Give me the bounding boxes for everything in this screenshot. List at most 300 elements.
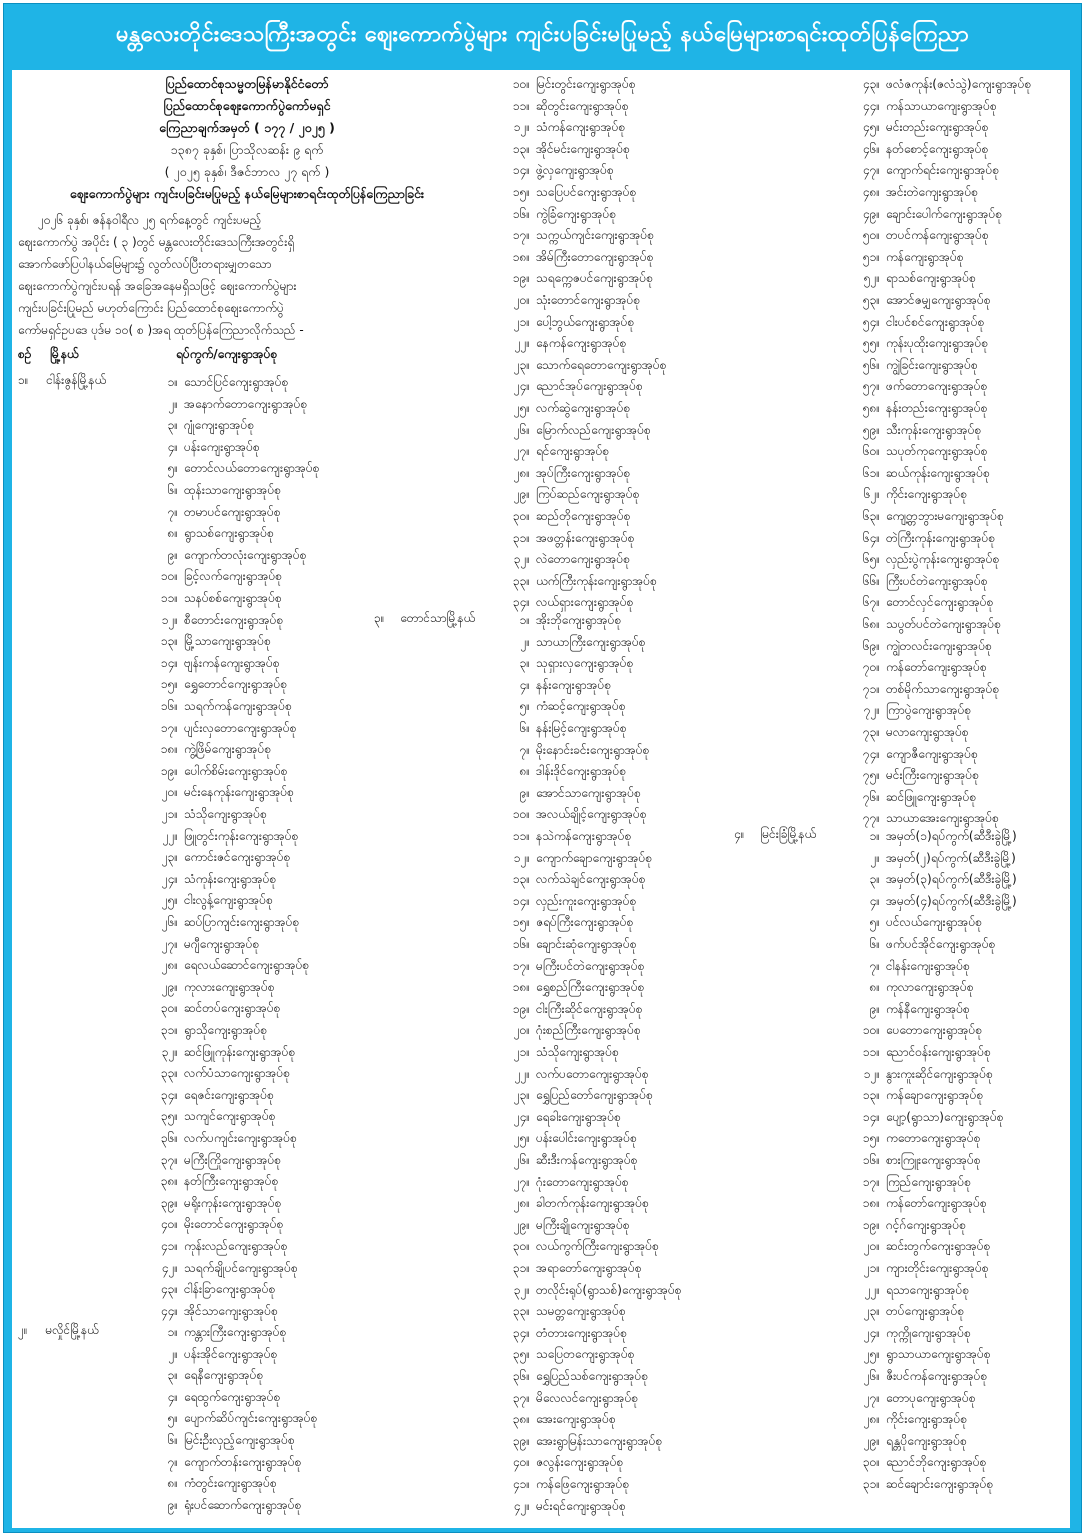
list-item-number: ၇၁။ bbox=[862, 681, 880, 696]
list-item-name: မင်းတည်းကျေးရွာအုပ်စု bbox=[886, 120, 989, 135]
list-item-number: ၁၆။ bbox=[160, 699, 178, 713]
list-item-name: အမှတ်(၄)ရပ်ကွက်(ဆီဒီးခွဲမြို့) bbox=[886, 893, 1017, 908]
list-item-number: ၂၈။ bbox=[513, 465, 530, 480]
list-item-name: ဆင်ဖြူကျေးရွာအုပ်စု bbox=[886, 789, 977, 804]
list-item-number: ၇။ bbox=[519, 742, 530, 757]
list-item-name: လှည်းကူးကျေးရွာအုပ်စု bbox=[536, 893, 637, 908]
list-item-name: အမှတ်(၂)ရပ်ကွက်(ဆီဒီးခွဲမြို့) bbox=[886, 850, 1016, 865]
list-item-number: ၈။ bbox=[869, 980, 880, 995]
list-item-name: အိုးဘိုကျေးရွာအုပ်စု bbox=[536, 613, 622, 627]
list-item-number: ၆၂။ bbox=[863, 487, 880, 502]
list-item-name: ကံဆင့်ကျေးရွာအုပ်စု bbox=[536, 699, 626, 714]
list-item-name: လက်ပံသာကျေးရွာအုပ်စု bbox=[184, 1066, 291, 1081]
list-item bbox=[502, 1301, 732, 1323]
list-item-name: ကျောက်ရင်းကျေးရွာအုပ်စု bbox=[886, 163, 1000, 178]
list-item bbox=[502, 912, 732, 934]
list-item-name: ဆင်ဖြူကုန်းကျေးရွာအုပ်စု bbox=[184, 1044, 296, 1059]
list-item-number: ၄၉။ bbox=[862, 206, 880, 221]
list-item bbox=[150, 631, 370, 653]
list-item-number: ၁၃။ bbox=[862, 1088, 880, 1103]
list-item-name: အလယ်ချိုင့်ကျေးရွာအုပ်စု bbox=[536, 807, 647, 822]
list-item bbox=[150, 1279, 370, 1301]
list-item-number: ၄။ bbox=[167, 439, 178, 454]
list-item-number: ၆၃။ bbox=[862, 509, 880, 523]
list-item bbox=[502, 1258, 732, 1280]
list-item bbox=[502, 1474, 732, 1496]
list-item-number: ၂၉။ bbox=[513, 487, 530, 502]
list-item-number: ၄၄။ bbox=[862, 98, 880, 113]
list-item-number: ၂၈။ bbox=[161, 958, 178, 973]
list-item-number: ၃၂။ bbox=[513, 1282, 530, 1297]
list-item-name: ဇလွန်းကျေးရွာအုပ်စု bbox=[536, 1455, 624, 1470]
intro-line: ဈေးကောက်ပွဲ အပိုင်း ( ၃ )တွင် မန္တလေးတိုင်းဒေသကြီးအတွင်းရှိ bbox=[18, 235, 295, 249]
list-item-name: အေးကျေးရွာအုပ်စု bbox=[536, 1412, 616, 1427]
list-item bbox=[502, 1366, 732, 1388]
list-item-name: အိမ်ကြီးတောကျေးရွာအုပ်စု bbox=[536, 249, 654, 264]
list-item-name: အိုင်မင်းကျေးရွာအုပ်စု bbox=[536, 141, 630, 156]
list-item-number: ၃၅။ bbox=[160, 1109, 178, 1124]
list-item bbox=[150, 696, 370, 718]
list-item-name: ဖက်တောကျေးရွာအုပ်စု bbox=[886, 379, 988, 394]
list-item-number: ၅။ bbox=[869, 915, 880, 930]
list-item bbox=[502, 1172, 732, 1194]
list-item-name: ဆပ်ပြာကျင်းကျေးရွာအုပ်စု bbox=[184, 915, 300, 929]
list-item bbox=[852, 1085, 1070, 1107]
list-item-number: ၃၄။ bbox=[160, 1087, 178, 1102]
list-item bbox=[150, 1408, 370, 1430]
list-item-number: ၂၁။ bbox=[513, 1045, 530, 1059]
list-item-name: ဆင်ချောင်းကျေးရွာအုပ်စု bbox=[886, 1477, 994, 1491]
list-item-name: မိုးတောင်ကျေးရွာအုပ်စု bbox=[184, 1217, 284, 1232]
list-item-name: ဆိုတွင်းကျေးရွာအုပ်စု bbox=[536, 98, 629, 113]
list-item-name: သာယာကြီးကျေးရွာအုပ်စု bbox=[536, 634, 646, 649]
list-item-number: ၇၄။ bbox=[862, 746, 880, 761]
list-item-number: ၂၇။ bbox=[513, 1174, 530, 1189]
list-item-name: ဆယ်ကုန်းကျေးရွာအုပ်စု bbox=[886, 465, 990, 480]
list-item-name: ကြီးပင်တဲကျေးရွာအုပ်စု bbox=[886, 573, 988, 588]
list-item bbox=[852, 1258, 1070, 1280]
list-item-number: ၁၉။ bbox=[512, 1001, 530, 1016]
list-item-number: ၂၂။ bbox=[514, 1066, 530, 1081]
list-item bbox=[852, 1344, 1070, 1366]
list-item-name: ရေခါးကျေးရွာအုပ်စု bbox=[536, 1109, 621, 1124]
list-item bbox=[502, 848, 732, 870]
list-item-number: ၃၆။ bbox=[512, 1369, 530, 1383]
list-item-number: ၂၅။ bbox=[513, 401, 530, 415]
list-item-number: ၁၅။ bbox=[512, 185, 530, 199]
list-item-name: အေးရွာမြန်းသာကျေးရွာအုပ်စု bbox=[536, 1433, 663, 1448]
list-item-number: ၂၃။ bbox=[863, 1304, 880, 1319]
list-item-number: ၉။ bbox=[167, 1497, 178, 1512]
list-item-name: ရေထွက်ကျေးရွာအုပ်စု bbox=[184, 1389, 281, 1404]
list-item-number: ၆။ bbox=[519, 721, 530, 735]
list-item-name: အနောက်တောကျေးရွာအုပ်စု bbox=[184, 396, 308, 411]
list-item-name: ပန်းကျေးရွာအုပ်စု bbox=[184, 439, 260, 454]
list-item-name: မကြီးကြိုကျေးရွာအုပ်စု bbox=[184, 1152, 282, 1167]
list-item-number: ၄၀။ bbox=[512, 1455, 530, 1470]
list-item-number: ၅၆။ bbox=[862, 357, 880, 372]
list-item-number: ၂။ bbox=[520, 634, 530, 649]
list-item-number: ၁၅။ bbox=[862, 1131, 880, 1146]
list-item bbox=[502, 632, 732, 654]
list-item bbox=[150, 761, 370, 783]
list-item-name: ကိုင်းကျေးရွာအုပ်စု bbox=[886, 487, 968, 502]
list-item-name: သီးကုန်းကျေးရွာအုပ်စု bbox=[886, 422, 982, 437]
list-item-name: တောင်လှင်ကျေးရွာအုပ်စု bbox=[886, 595, 994, 610]
list-item-number: ၆။ bbox=[869, 937, 880, 951]
list-item bbox=[502, 804, 732, 826]
list-item-name: နွားကူးဆိုင်ကျေးရွာအုပ်စု bbox=[886, 1066, 993, 1081]
list-item-number: ၆၉။ bbox=[862, 638, 880, 653]
list-item-number: ၂၄။ bbox=[863, 1325, 880, 1340]
list-item-name: ဇရပ်ကြီးကျေးရွာအုပ်စု bbox=[536, 915, 634, 930]
list-item-number: ၁၂။ bbox=[513, 850, 530, 865]
list-item bbox=[502, 1020, 732, 1042]
list-item-number: ၁၉။ bbox=[160, 763, 178, 778]
list-item-number: ၃၁။ bbox=[862, 1477, 880, 1491]
list-item-name: သောက်ရေတောကျေးရွာအုပ်စု bbox=[536, 357, 667, 372]
list-item-name: မြို့သာကျေးရွာအုပ်စု bbox=[184, 634, 271, 649]
list-item-name: ယက်ကြီးကုန်းကျေးရွာအုပ်စု bbox=[536, 573, 657, 588]
list-item-name: ကန်ဖြေကျေးရွာအုပ်စု bbox=[536, 1477, 630, 1491]
list-item-name: လက်ပကျင်းကျေးရွာအုပ်စု bbox=[184, 1131, 297, 1145]
list-item bbox=[852, 848, 1070, 870]
list-item-number: ၃၇။ bbox=[160, 1152, 178, 1167]
list-item bbox=[150, 1085, 370, 1107]
list-item-name: ပန်းပေါင်းကျေးရွာအုပ်စု bbox=[536, 1131, 637, 1146]
intro-line: ကျင်းပခြင်းပြုမည် မဟုတ်ကြောင်း ပြည်ထောင်စုဈေးကောက်ပွဲ bbox=[18, 301, 284, 315]
list-item bbox=[150, 588, 370, 610]
list-item bbox=[502, 675, 732, 697]
list-item-name: ကန်တော်ကျေးရွာအုပ်စု bbox=[886, 660, 987, 675]
list-item-number: ၃၀။ bbox=[512, 1239, 530, 1254]
list-item-number: ၁၈။ bbox=[512, 249, 530, 264]
list-item-number: ၂၄။ bbox=[513, 379, 530, 394]
list-item-number: ၅၂။ bbox=[863, 271, 880, 286]
list-item-name: ဖလံဇကုန်း(ဇလံသွဲ)ကျေးရွာအုပ်စု bbox=[886, 77, 1032, 91]
district-number: ၁။ bbox=[18, 373, 29, 387]
list-item-number: ၇။ bbox=[869, 958, 880, 973]
list-item-number: ၇၇။ bbox=[862, 811, 880, 826]
list-item-name: ဆည်တိုကျေးရွာအုပ်စု bbox=[536, 509, 631, 523]
list-item-number: ၅၅။ bbox=[862, 336, 880, 351]
list-item bbox=[150, 1193, 370, 1215]
list-item-number: ၅၄။ bbox=[862, 314, 880, 329]
list-item bbox=[150, 1236, 370, 1258]
list-item-number: ၁၄။ bbox=[160, 655, 178, 670]
list-item-name: သရက်ကန်ကျေးရွာအုပ်စု bbox=[184, 699, 292, 713]
list-item bbox=[502, 956, 732, 978]
list-item-number: ၁၀။ bbox=[862, 1023, 880, 1038]
list-item-name: ဇီးပင်ကန်ကျေးရွာအုပ်စု bbox=[886, 1369, 988, 1383]
list-item bbox=[502, 1042, 732, 1064]
list-item-number: ၇။ bbox=[167, 504, 178, 519]
list-item-name: ကျွဲခြင်းကျေးရွာအုပ်စု bbox=[886, 357, 978, 372]
list-item-name: ပေတောကျေးရွာအုပ်စု bbox=[886, 1023, 983, 1038]
list-item bbox=[150, 826, 370, 848]
list-item-number: ၁။ bbox=[519, 613, 530, 627]
list-item-name: သပွတ်ပင်တဲကျေးရွာအုပ်စု bbox=[886, 617, 1001, 631]
list-item bbox=[150, 1452, 370, 1474]
list-item-number: ၉။ bbox=[519, 785, 530, 800]
list-item-number: ၂၃။ bbox=[513, 357, 530, 372]
list-item-name: ကံတွင်းကျေးရွာအုပ်စု bbox=[184, 1476, 277, 1491]
list-item-number: ၃၈။ bbox=[160, 1174, 178, 1189]
list-item bbox=[150, 1128, 370, 1150]
list-item-number: ၄၂။ bbox=[513, 1498, 530, 1513]
list-item-number: ၂၁။ bbox=[161, 807, 178, 821]
list-item-number: ၂၀။ bbox=[161, 785, 178, 800]
list-column-3-myingyan bbox=[852, 70, 1070, 1528]
list-item-name: အိုင်သာကျေးရွာအုပ်စု bbox=[184, 1303, 278, 1318]
list-item-number: ၂၉။ bbox=[161, 979, 178, 994]
list-item-name: နသဲကန်ကျေးရွာအုပ်စု bbox=[536, 829, 632, 843]
list-item bbox=[150, 1430, 370, 1452]
list-item bbox=[150, 955, 370, 977]
list-item-name: ပင်လယ်ကျေးရွာအုပ်စု bbox=[886, 915, 983, 930]
list-item-name: ဒါန်းဒိုင်ကျေးရွာအုပ်စု bbox=[536, 764, 627, 779]
list-item bbox=[150, 1365, 370, 1387]
list-item bbox=[502, 1409, 732, 1431]
list-item bbox=[852, 934, 1070, 956]
intro-line: ၂၀၂၆ ခုနှစ်၊ ဇန်နဝါရီလ ၂၅ ရက်နေ့တွင် ကျင်းပမည့် bbox=[38, 213, 262, 227]
list-item-name: မဂျီကျေးရွာအုပ်စု bbox=[184, 936, 260, 951]
list-item bbox=[502, 1452, 732, 1474]
list-item-number: ၃၀။ bbox=[862, 1455, 880, 1470]
list-item-number: ၇၀။ bbox=[862, 660, 880, 675]
list-item-number: ၃၅။ bbox=[512, 1347, 530, 1362]
header-notice-number: ကြေညာချက်အမှတ် ( ၁၇၇ / ၂၀၂၅ ) bbox=[159, 120, 335, 135]
list-item bbox=[150, 1473, 370, 1495]
list-item-name: ထုန်းသာကျေးရွာအုပ်စု bbox=[184, 483, 282, 497]
list-item-number: ၁၆။ bbox=[862, 1153, 880, 1167]
list-item bbox=[150, 674, 370, 696]
list-item-name: စီတောင်းကျေးရွာအုပ်စု bbox=[184, 612, 284, 627]
list-item bbox=[502, 653, 732, 675]
list-item-number: ၁၁။ bbox=[862, 1045, 880, 1059]
list-item-number: ၁။ bbox=[167, 375, 178, 389]
list-item bbox=[502, 1128, 732, 1150]
list-item bbox=[502, 891, 732, 913]
list-item-number: ၆၄။ bbox=[862, 530, 880, 545]
list-item-number: ၁၇။ bbox=[512, 228, 530, 243]
list-item-number: ၂၉။ bbox=[513, 1217, 530, 1232]
list-item-name: ညောင်ဝန်းကျေးရွာအုပ်စု bbox=[886, 1045, 991, 1059]
list-item-name: ကျေ့တ္တဘွားမကျေးရွာအုပ်စု bbox=[886, 509, 1004, 523]
list-item bbox=[502, 610, 732, 632]
list-item-number: ၃၇။ bbox=[512, 1390, 530, 1405]
list-item-name: ဖွဲ့လှကျေးရွာအုပ်စု bbox=[536, 163, 614, 178]
list-item-number: ၈။ bbox=[167, 1476, 178, 1491]
list-item bbox=[852, 1236, 1070, 1258]
list-item-name: လက်သဲချင်ကျေးရွာအုပ်စု bbox=[536, 872, 646, 887]
list-item-number: ၆၈။ bbox=[862, 617, 880, 631]
list-item-name: အမှတ်(၁)ရပ်ကွက်(ဆီဒီးခွဲမြို့) bbox=[886, 829, 1017, 843]
list-item bbox=[502, 1323, 732, 1345]
list-item bbox=[852, 1366, 1070, 1388]
list-item-name: ငါးပင်စင်ကျေးရွာအုပ်စု bbox=[886, 314, 985, 329]
list-item-number: ၂၈။ bbox=[863, 1412, 880, 1427]
list-item bbox=[150, 1344, 370, 1366]
list-item bbox=[150, 415, 370, 437]
list-item-number: ၅၈။ bbox=[862, 401, 880, 415]
list-item bbox=[502, 1193, 732, 1215]
list-item-number: ၂၆။ bbox=[513, 422, 530, 437]
list-item-name: ရွှေစည်ကြီးကျေးရွာအုပ်စု bbox=[536, 980, 645, 995]
list-item-name: ကုလာကျေးရွာအုပ်စု bbox=[886, 980, 974, 995]
list-item-name: တံတားကျေးရွာအုပ်စု bbox=[536, 1325, 627, 1340]
list-item-name: ဂုံးတောကျေးရွာအုပ်စု bbox=[536, 1174, 629, 1189]
list-item bbox=[852, 1128, 1070, 1150]
list-item-name: ကောင်းဇင်ကျေးရွာအုပ်စု bbox=[184, 850, 291, 865]
list-item bbox=[852, 826, 1070, 848]
list-item bbox=[150, 1020, 370, 1042]
list-item-number: ၄၃။ bbox=[862, 77, 880, 91]
list-item-name: ကုလားကျေးရွာအုပ်စု bbox=[184, 979, 275, 994]
list-item-name: လက်ပတောကျေးရွာအုပ်စု bbox=[536, 1066, 649, 1081]
list-item-name: ဆင်းတွက်ကျေးရွာအုပ်စု bbox=[886, 1239, 991, 1254]
list-item bbox=[150, 1214, 370, 1236]
list-item-name: သံကုန်းကျေးရွာအုပ်စု bbox=[184, 871, 277, 886]
list-item bbox=[502, 1064, 732, 1086]
list-item-number: ၂၂။ bbox=[162, 828, 178, 843]
list-item bbox=[502, 1388, 732, 1410]
list-item-number: ၃။ bbox=[167, 418, 178, 433]
district-name: ငါန်းဇွန်မြို့နယ် bbox=[46, 373, 107, 387]
list-item-number: ၂၂။ bbox=[514, 336, 530, 351]
list-item-number: ၆၅။ bbox=[862, 552, 880, 567]
list-item bbox=[150, 1301, 370, 1323]
list-item-name: အောင်သာကျေးရွာအုပ်စု bbox=[536, 785, 641, 800]
list-item-name: ချောင်းပေါက်ကျေးရွာအုပ်စု bbox=[886, 206, 1003, 221]
list-item-name: ရွာသိုကျေးရွာအုပ်စု bbox=[184, 1023, 268, 1037]
list-item-number: ၃၃။ bbox=[512, 1304, 530, 1319]
list-item-number: ၁၀။ bbox=[512, 77, 530, 91]
list-item-number: ၃။ bbox=[869, 872, 880, 887]
list-item-number: ၁၄။ bbox=[512, 163, 530, 178]
list-item-name: ချောင်းဆုံကျေးရွာအုပ်စု bbox=[536, 937, 637, 951]
list-item-name: ရေဇင်းကျေးရွာအုပ်စု bbox=[184, 1087, 274, 1102]
list-column-2-tontha bbox=[502, 70, 732, 1528]
list-item bbox=[150, 394, 370, 416]
list-item-name: သပြေပင်ကျေးရွာအုပ်စု bbox=[536, 185, 637, 199]
list-item-number: ၄၅။ bbox=[862, 120, 880, 135]
list-item-name: ရင်ကျေးရွာအုပ်စု bbox=[536, 444, 610, 459]
list-item bbox=[852, 1388, 1070, 1410]
list-item-number: ၁၃။ bbox=[512, 872, 530, 887]
list-item-name: အရာတော်ကျေးရွာအုပ်စု bbox=[536, 1261, 642, 1275]
list-item-number: ၁၆။ bbox=[512, 206, 530, 221]
list-item-name: မိုးနောင်းခင်းကျေးရွာအုပ်စု bbox=[536, 742, 650, 757]
list-item bbox=[150, 847, 370, 869]
list-item bbox=[852, 1193, 1070, 1215]
list-item-number: ၆၇။ bbox=[862, 595, 880, 610]
list-item bbox=[150, 372, 370, 394]
list-item bbox=[502, 1236, 732, 1258]
list-item-name: သရက်ချိုပင်ကျေးရွာအုပ်စု bbox=[184, 1260, 298, 1275]
list-item-number: ၄၂။ bbox=[161, 1260, 178, 1275]
list-item bbox=[502, 1150, 732, 1172]
list-item-name: နန်းတည်းကျေးရွာအုပ်စု bbox=[886, 401, 988, 415]
list-item bbox=[502, 1431, 732, 1453]
list-item-number: ၄။ bbox=[519, 677, 530, 692]
list-item-number: ၂၆။ bbox=[513, 1153, 530, 1167]
list-item bbox=[502, 977, 732, 999]
list-item-name: ဆီးဒီးကန်ကျေးရွာအုပ်စု bbox=[536, 1153, 638, 1167]
list-item bbox=[852, 869, 1070, 891]
list-item-name: ကျောက်ချောကျေးရွာအုပ်စု bbox=[536, 850, 653, 865]
list-item bbox=[502, 1496, 732, 1518]
list-item-name: သံသိုကျေးရွာအုပ်စု bbox=[536, 1045, 619, 1059]
list-item-number: ၁၉။ bbox=[862, 1217, 880, 1232]
list-item-name: မိလေလင်ကျေးရွာအုပ်စု bbox=[536, 1390, 639, 1405]
list-item bbox=[502, 740, 732, 762]
list-item-name: လဲတောကျေးရွာအုပ်စု bbox=[536, 552, 631, 567]
list-item-name: မင်းကြီးကျေးရွာအုပ်စု bbox=[886, 768, 979, 783]
list-item-number: ၄၈။ bbox=[862, 185, 880, 199]
list-item-number: ၁၆။ bbox=[512, 937, 530, 951]
list-item-number: ၁၂။ bbox=[513, 120, 530, 135]
list-item-name: အောင်ဇမျှကျေးရွာအုပ်စု bbox=[886, 293, 991, 307]
list-item-number: ၄၀။ bbox=[160, 1217, 178, 1232]
banner-title: မန္တလေးတိုင်းဒေသကြီးအတွင်း ဈေးကောက်ပွဲများ ကျင်းပခြင်းမပြုမည့် နယ်မြေများစာရင်းထုတ်ပြန်ကြေညာ bbox=[115, 21, 970, 47]
list-item-number: ၃၂။ bbox=[161, 1044, 178, 1059]
list-item bbox=[150, 545, 370, 567]
list-item bbox=[852, 1301, 1070, 1323]
list-item-number: ၄။ bbox=[167, 1389, 178, 1404]
list-item-name: ကန်တော်ကျေးရွာအုပ်စု bbox=[886, 1196, 987, 1211]
list-item-name: ကန်ချောကျေးရွာအုပ်စု bbox=[886, 1088, 984, 1103]
list-item-name: ကုန်းလည်ကျေးရွာအုပ်စု bbox=[184, 1239, 288, 1253]
list-item-number: ၃၀။ bbox=[512, 509, 530, 523]
list-item-name: လယ်ကွက်ကြီးကျေးရွာအုပ်စု bbox=[536, 1239, 659, 1254]
list-item-number: ၁၇။ bbox=[160, 720, 178, 735]
list-item-number: ၂၄။ bbox=[513, 1109, 530, 1124]
list-item bbox=[150, 739, 370, 761]
list-item-name: ပေါ့ဘွယ်ကျေးရွာအုပ်စု bbox=[536, 314, 635, 329]
list-item-name: ခါတက်ကုန်းကျေးရွာအုပ်စု bbox=[536, 1196, 649, 1211]
list-item-number: ၇၃။ bbox=[862, 725, 880, 739]
list-item-name: သမတ္တကျေးရွာအုပ်စု bbox=[536, 1304, 626, 1319]
list-item bbox=[852, 1064, 1070, 1086]
list-item-name: ရွာသာယာကျေးရွာအုပ်စု bbox=[886, 1347, 991, 1362]
list-item-name: ရွာသစ်ကျေးရွာအုပ်စု bbox=[184, 526, 274, 541]
list-item-number: ၃၃။ bbox=[512, 573, 530, 588]
list-item-name: သာယာအေးကျေးရွာအုပ်စု bbox=[886, 811, 999, 826]
list-item-name: သရက္ကေဇပင်ကျေးရွာအုပ်စု bbox=[536, 271, 654, 286]
list-item bbox=[502, 1280, 732, 1302]
list-item-number: ၁၁။ bbox=[512, 98, 530, 113]
list-item-name: ကျောက်တလုံးကျေးရွာအုပ်စု bbox=[184, 547, 307, 562]
list-item-name: ရသာကျေးရွာအုပ်စု bbox=[886, 1282, 970, 1297]
list-item-number: ၂၀။ bbox=[513, 1023, 530, 1038]
district-3 bbox=[374, 610, 475, 628]
list-item-number: ၂။ bbox=[168, 1346, 178, 1361]
list-item-number: ၅။ bbox=[167, 461, 178, 476]
list-item-number: ၁၈။ bbox=[160, 742, 178, 757]
list-item-name: ဂင့်ဂ်ကျေးရွာအုပ်စု bbox=[886, 1217, 967, 1232]
list-item-name: မင်းနေကုန်းကျေးရွာအုပ်စု bbox=[184, 785, 294, 800]
list-item bbox=[150, 1063, 370, 1085]
list-item-number: ၇။ bbox=[167, 1454, 178, 1469]
list-item-number: ၂၇။ bbox=[161, 936, 178, 951]
list-item-name: ငါန်းခြာကျေးရွာအုပ်စု bbox=[184, 1282, 276, 1297]
list-item-name: ကျောက်တန်းကျေးရွာအုပ်စု bbox=[184, 1454, 302, 1469]
list-item-name: ရန္တပိုကျေးရွာအုပ်စု bbox=[886, 1433, 967, 1448]
district-number: ၃။ bbox=[374, 611, 385, 625]
header-commission: ပြည်ထောင်စုဈေးကောက်ပွဲကော်မရှင် bbox=[163, 98, 331, 113]
list-item-number: ၂။ bbox=[870, 850, 880, 865]
